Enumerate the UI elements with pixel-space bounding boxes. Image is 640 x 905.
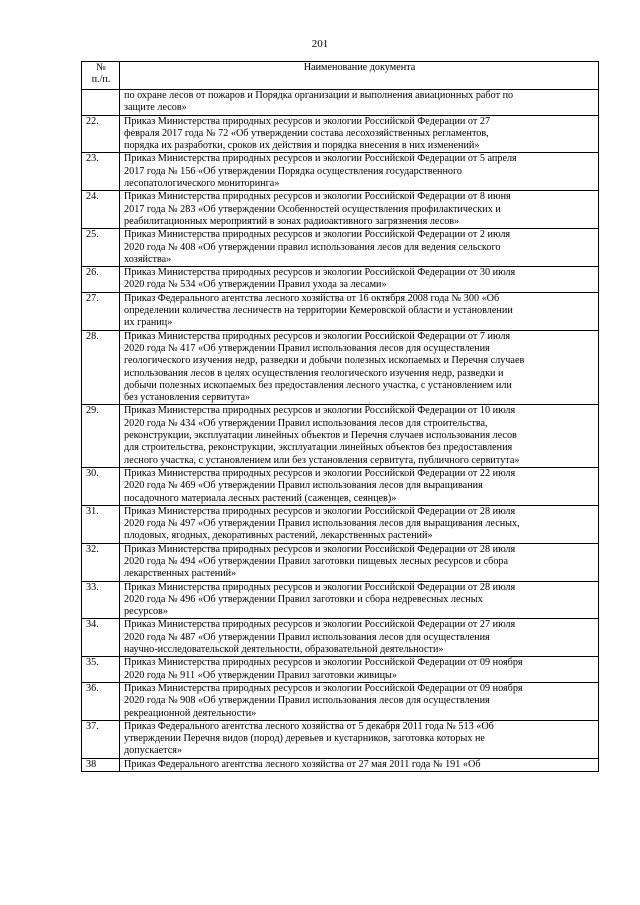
document-name-line: плодовых, ягодных, декоративных растений, лекарственных растений» bbox=[124, 530, 433, 542]
table-row bbox=[82, 758, 599, 771]
document-name-line: рекреационной деятельности» bbox=[124, 707, 257, 719]
table-row bbox=[82, 581, 599, 619]
document-name-line: без установления сервитута» bbox=[124, 392, 251, 404]
document-name-line: февраля 2017 года № 72 «Об утверждении состава лесохозяйственных регламентов, bbox=[124, 127, 489, 139]
document-name-cell bbox=[120, 505, 599, 543]
document-name-line: Приказ Федерального агентства лесного хозяйства от 5 декабря 2011 года № 513 «Об bbox=[124, 720, 494, 732]
document-name-line: Приказ Министерства природных ресурсов и экологии Российской Федерации от 5 апреля bbox=[124, 153, 517, 165]
document-name-line: 2020 года № 487 «Об утверждении Правил использования лесов для осуществления bbox=[124, 631, 490, 643]
documents-table bbox=[81, 61, 599, 772]
document-name-line: лесного участка, с установлением или без установления сервитута, публичного сервитута» bbox=[124, 454, 520, 466]
table-row bbox=[82, 191, 599, 229]
row-number bbox=[82, 90, 120, 116]
document-name-cell bbox=[120, 619, 599, 657]
document-name-line: 2020 года № 497 «Об утверждении Правил использования лесов для выращивания лесных, bbox=[124, 518, 520, 530]
table-row bbox=[82, 153, 599, 191]
document-name-cell bbox=[120, 90, 599, 116]
table-row bbox=[82, 292, 599, 330]
row-number: 24. bbox=[82, 191, 120, 229]
row-number: 31. bbox=[82, 505, 120, 543]
document-name-cell bbox=[120, 720, 599, 758]
document-name-line: Приказ Министерства природных ресурсов и экологии Российской Федерации от 09 ноября bbox=[124, 682, 523, 694]
row-number: 35. bbox=[82, 657, 120, 683]
document-name-cell bbox=[120, 543, 599, 581]
row-number: 33. bbox=[82, 581, 120, 619]
table-row bbox=[82, 90, 599, 116]
document-name-line: лесопатологического мониторинга» bbox=[124, 178, 280, 190]
document-name-line: утверждении Перечня видов (пород) деревьев и кустарников, заготовка которых не bbox=[124, 733, 485, 745]
document-name-line: Приказ Министерства природных ресурсов и экологии Российской Федерации от 2 июля bbox=[124, 229, 511, 241]
row-number: 27. bbox=[82, 292, 120, 330]
document-name-line: их границ» bbox=[124, 317, 173, 329]
table-header-row bbox=[82, 62, 599, 90]
table-row bbox=[82, 619, 599, 657]
document-name-line: Приказ Министерства природных ресурсов и экологии Российской Федерации от 28 июля bbox=[124, 581, 516, 593]
table-row bbox=[82, 467, 599, 505]
row-number: 34. bbox=[82, 619, 120, 657]
row-number: 28. bbox=[82, 330, 120, 405]
document-name-cell bbox=[120, 758, 599, 771]
row-number: 25. bbox=[82, 229, 120, 267]
document-name-cell bbox=[120, 115, 599, 153]
row-number: 26. bbox=[82, 267, 120, 293]
document-name-line: хозяйства» bbox=[124, 253, 172, 265]
column-header-number-line2: п./п. bbox=[91, 74, 111, 85]
document-name-line: Приказ Министерства природных ресурсов и экологии Российской Федерации от 7 июля bbox=[124, 330, 511, 342]
document-name-cell bbox=[120, 581, 599, 619]
row-number: 29. bbox=[82, 405, 120, 467]
document-name-line: определении количества лесничеств на территории Кемеровской области и установлении bbox=[124, 305, 513, 317]
document-name-line: реабилитационных мероприятий в зонах радиоактивного загрязнения лесов» bbox=[124, 215, 460, 227]
document-name-cell bbox=[120, 191, 599, 229]
row-number: 30. bbox=[82, 467, 120, 505]
table-row bbox=[82, 657, 599, 683]
document-name-line: Приказ Министерства природных ресурсов и экологии Российской Федерации от 22 июля bbox=[124, 467, 516, 479]
document-name-line: Приказ Федерального агентства лесного хозяйства от 16 октября 2008 года № 300 «Об bbox=[124, 292, 500, 304]
row-number: 32. bbox=[82, 543, 120, 581]
table-row bbox=[82, 330, 599, 405]
document-name-line: Приказ Министерства природных ресурсов и экологии Российской Федерации от 28 июля bbox=[124, 505, 516, 517]
document-name-cell bbox=[120, 267, 599, 293]
document-name-line: Приказ Министерства природных ресурсов и экологии Российской Федерации от 09 ноября bbox=[124, 657, 523, 669]
document-name-cell bbox=[120, 330, 599, 405]
document-name-line: 2020 года № 494 «Об утверждении Правил заготовки пищевых лесных ресурсов и сбора bbox=[124, 555, 509, 567]
document-name-line: ресурсов» bbox=[124, 606, 168, 618]
document-name-line: Приказ Министерства природных ресурсов и экологии Российской Федерации от 10 июля bbox=[124, 405, 516, 417]
document-name-line: Приказ Министерства природных ресурсов и экологии Российской Федерации от 30 июля bbox=[124, 267, 516, 279]
document-name-cell bbox=[120, 405, 599, 467]
document-name-line: Приказ Министерства природных ресурсов и экологии Российской Федерации от 27 июля bbox=[124, 619, 516, 631]
table-row bbox=[82, 267, 599, 293]
table-row bbox=[82, 115, 599, 153]
document-name-line: 2020 года № 534 «Об утверждении Правил ухода за лесами» bbox=[124, 279, 387, 291]
document-name-line: Приказ Министерства природных ресурсов и экологии Российской Федерации от 8 июня bbox=[124, 191, 511, 203]
document-name-line: посадочного материала лесных растений (саженцев, сеянцев)» bbox=[124, 492, 397, 504]
row-number: 23. bbox=[82, 153, 120, 191]
row-number: 36. bbox=[82, 682, 120, 720]
document-name-line: 2020 года № 911 «Об утверждении Правил заготовки живицы» bbox=[124, 669, 397, 681]
document-name-line: порядка их разработки, сроков их действия и порядка внесения в них изменений» bbox=[124, 140, 480, 152]
document-name-cell bbox=[120, 229, 599, 267]
table-row bbox=[82, 229, 599, 267]
column-header-number-line1: № bbox=[96, 62, 106, 73]
document-name-line: использования лесов в целях осуществления геологического изучения недр, разведки и bbox=[124, 367, 504, 379]
document-name-line: 2020 года № 408 «Об утверждении правил использования лесов для ведения сельского bbox=[124, 241, 501, 253]
document-name-line: допускается» bbox=[124, 745, 183, 757]
document-name-line: защите лесов» bbox=[124, 102, 187, 114]
document-name-cell bbox=[120, 682, 599, 720]
document-name-line: 2020 года № 434 «Об утверждении Правил использования лесов для строительства, bbox=[124, 417, 488, 429]
document-name-line: Приказ Федерального агентства лесного хозяйства от 27 мая 2011 года № 191 «Об bbox=[124, 758, 481, 770]
document-name-line: 2020 года № 417 «Об утверждении Правил использования лесов для осуществления bbox=[124, 342, 490, 354]
document-name-line: научно-исследовательской деятельности, образовательной деятельности» bbox=[124, 644, 444, 656]
document-name-line: 2020 года № 908 «Об утверждении Правил использования лесов для осуществления bbox=[124, 695, 490, 707]
document-name-line: реконструкции, эксплуатации линейных объектов и Перечня случаев использования лесов bbox=[124, 430, 517, 442]
table-row bbox=[82, 720, 599, 758]
document-name-line: для строительства, реконструкции, эксплуатации линейных объектов без предоставления bbox=[124, 442, 513, 454]
document-name-line: 2020 года № 496 «Об утверждении Правил заготовки и сбора недревесных лесных bbox=[124, 593, 483, 605]
row-number: 38 bbox=[82, 758, 120, 771]
row-number: 37. bbox=[82, 720, 120, 758]
document-name-cell bbox=[120, 467, 599, 505]
table-row bbox=[82, 543, 599, 581]
document-name-line: Приказ Министерства природных ресурсов и экологии Российской Федерации от 27 bbox=[124, 115, 491, 127]
document-name-line: 2020 года № 469 «Об утверждении Правил использования лесов для выращивания bbox=[124, 480, 483, 492]
table-row bbox=[82, 405, 599, 467]
document-name-line: по охране лесов от пожаров и Порядка организации и выполнения авиационных работ по bbox=[124, 90, 514, 101]
document-name-line: геологического изучения недр, разведки и добычи полезных ископаемых и Перечня случаев bbox=[124, 355, 525, 367]
column-header-name: Наименование документа bbox=[120, 62, 599, 90]
table-row bbox=[82, 682, 599, 720]
document-name-line: добычи полезных ископаемых без предоставления лесного участка, с установлением или bbox=[124, 379, 512, 391]
table-row bbox=[82, 505, 599, 543]
document-name-line: лекарственных растений» bbox=[124, 568, 237, 580]
page-number: 201 bbox=[311, 38, 329, 50]
document-name-line: 2017 года № 283 «Об утверждении Особенностей осуществления профилактических и bbox=[124, 203, 501, 215]
column-header-number bbox=[82, 62, 120, 90]
document-name-cell bbox=[120, 153, 599, 191]
document-name-cell bbox=[120, 292, 599, 330]
row-number: 22. bbox=[82, 115, 120, 153]
document-name-line: 2017 года № 156 «Об утверждении Порядка осуществления государственного bbox=[124, 165, 463, 177]
document-name-line: Приказ Министерства природных ресурсов и экологии Российской Федерации от 28 июля bbox=[124, 543, 516, 555]
document-name-cell bbox=[120, 657, 599, 683]
table-body bbox=[82, 90, 599, 772]
